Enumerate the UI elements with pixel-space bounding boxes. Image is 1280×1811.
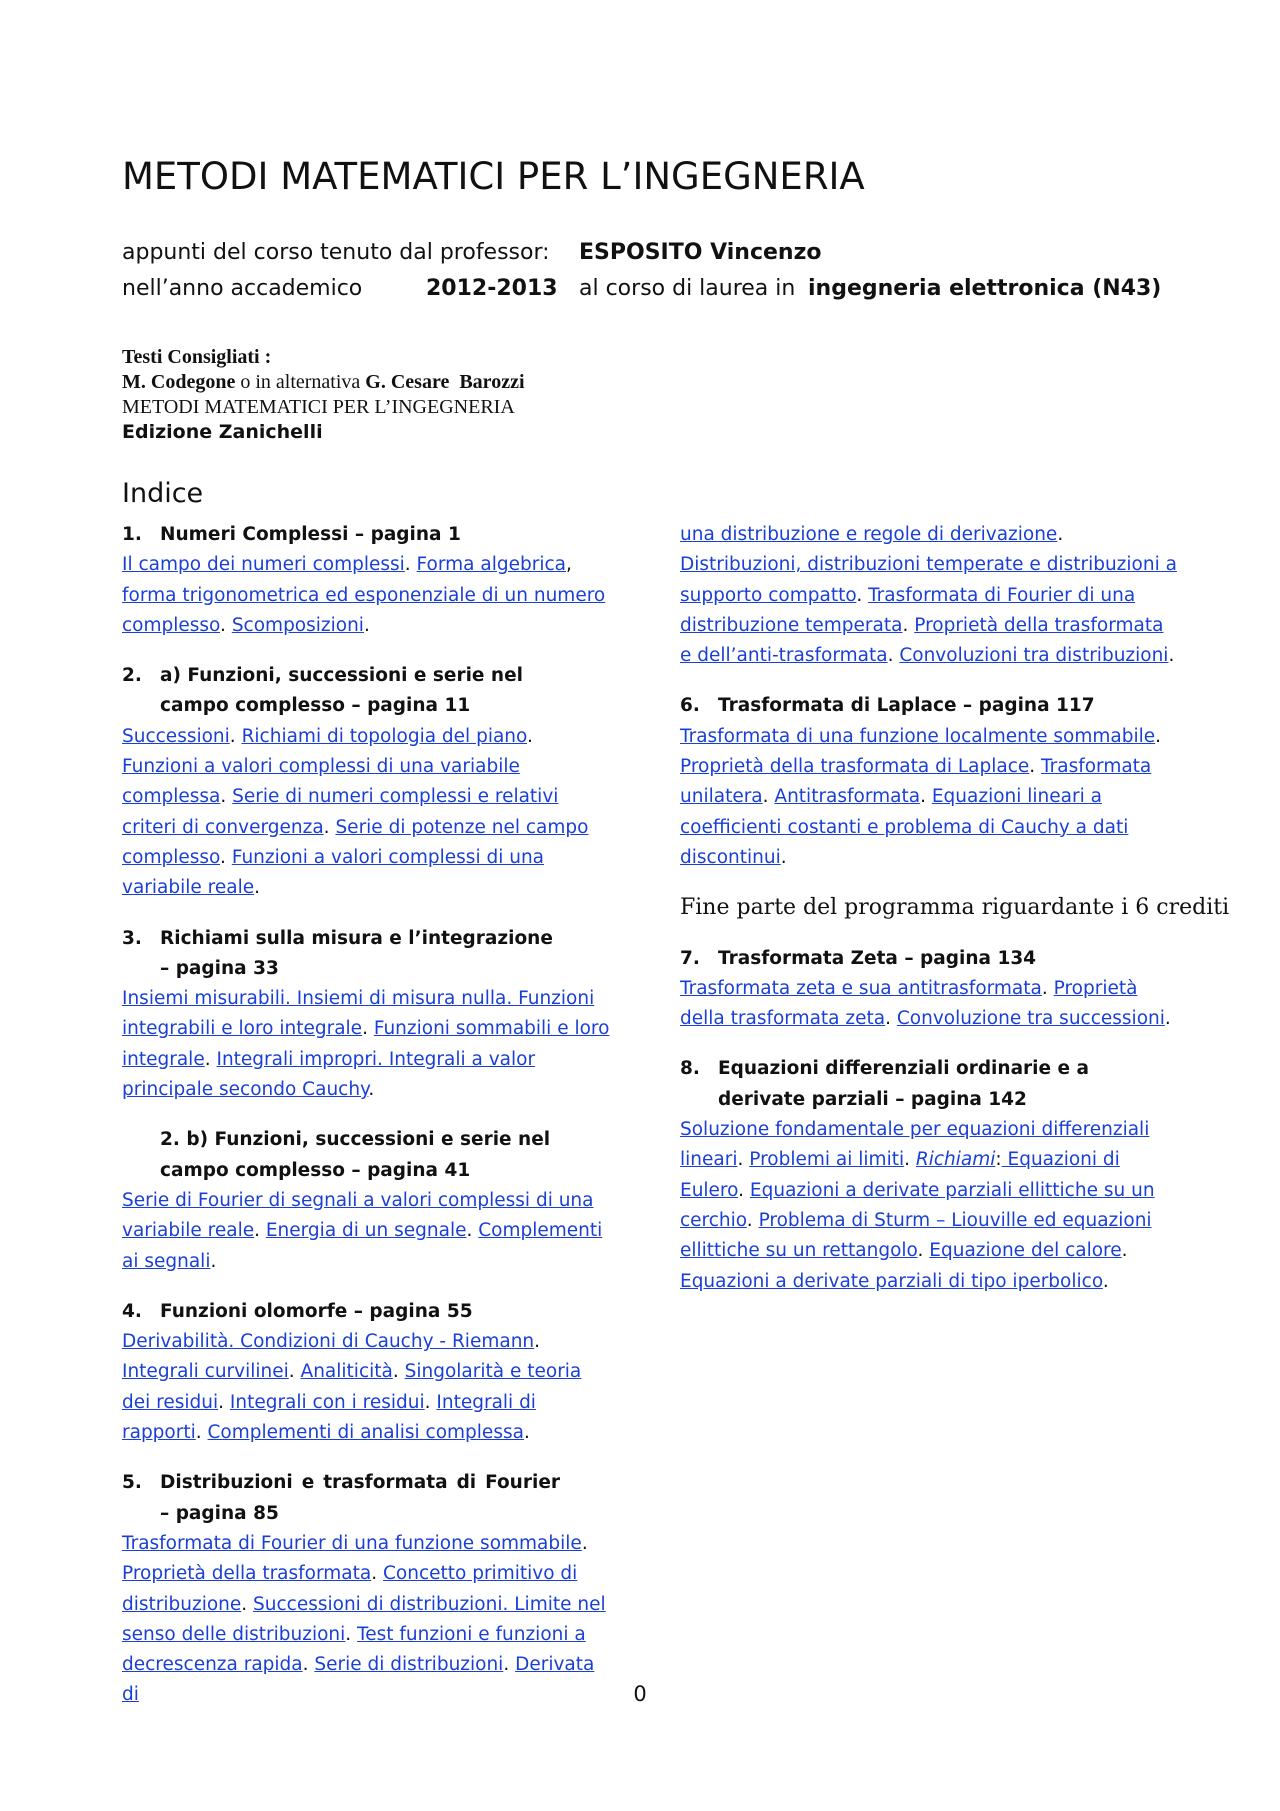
section-5-continuation — [680, 520, 1180, 671]
section-heading — [122, 661, 612, 722]
index-link[interactable]: Distribuzioni, distribuzioni temperate e distribuzioni a supporto compatto — [680, 554, 1177, 606]
section-number: 4. — [122, 1300, 142, 1322]
link-separator: . — [362, 1018, 374, 1040]
section-topics — [122, 722, 612, 904]
authors-line — [122, 370, 525, 395]
author-codegone: M. Codegone — [122, 371, 236, 393]
link-separator: . — [523, 1422, 530, 1444]
index-link[interactable]: forma trigonometrica ed esponenziale di un numero complesso — [122, 584, 606, 636]
index-link[interactable]: Trasformata di una funzione localmente sommabile — [680, 725, 1156, 747]
link-separator: . — [1155, 725, 1167, 747]
index-link[interactable]: Trasformata zeta e sua antitrasformata — [680, 977, 1042, 999]
right-sections-a — [680, 691, 1180, 873]
index-link[interactable]: Integrali impropri. Integrali a valor principale secondo Cauchy — [122, 1048, 536, 1101]
link-separator: . — [220, 614, 232, 636]
index-section — [122, 661, 612, 903]
link-separator: . — [762, 786, 775, 808]
index-link[interactable]: Serie di distribuzioni — [314, 1654, 504, 1676]
academic-year: 2012-2013 — [426, 276, 558, 301]
document-title: METODI MATEMATICI PER L’INGEGNERIA — [122, 155, 865, 198]
section-topics — [680, 722, 1180, 873]
link-separator: . — [581, 1532, 594, 1554]
section-heading — [122, 924, 612, 985]
index-link[interactable]: Integrali con i residui — [229, 1391, 425, 1413]
index-link[interactable]: Successioni di distribuzioni. Limite nel senso delle distribuzioni — [122, 1593, 606, 1645]
link-separator: . — [885, 1008, 897, 1030]
index-link[interactable]: Derivata di — [122, 1654, 595, 1706]
index-link[interactable]: Serie di Fourier di segnali a valori complessi di una variabile reale — [122, 1189, 594, 1242]
index-link[interactable]: Concetto primitivo di distribuzione — [122, 1563, 578, 1615]
course-name: ingegneria elettronica (N43) — [808, 276, 1162, 301]
alternative-text: o in alternativa — [235, 371, 366, 393]
link-separator: . — [1057, 524, 1070, 545]
index-link[interactable]: Convoluzione tra successioni — [896, 1008, 1165, 1030]
index-link[interactable]: Richiami di topologia del piano — [241, 725, 528, 747]
index-link[interactable]: Scomposizioni — [231, 614, 364, 636]
link-separator: . — [424, 1391, 437, 1413]
link-separator: . — [229, 725, 242, 747]
index-section — [680, 944, 1180, 1035]
index-section — [680, 691, 1180, 873]
section-topics — [680, 1115, 1180, 1297]
index-link[interactable]: Trasformata unilatera — [680, 756, 1152, 808]
link-separator: . — [254, 1220, 266, 1242]
credits-note: Fine parte del programma riguardante i 6 crediti — [680, 895, 1230, 921]
professor-name: ESPOSITO Vincenzo — [579, 240, 822, 265]
index-link[interactable]: Equazioni a derivate parziali di tipo iperbolico — [680, 1270, 1103, 1292]
recommended-texts-heading: Testi Consigliati : — [122, 346, 272, 368]
link-separator: . — [195, 1422, 208, 1444]
link-separator: . — [737, 1149, 750, 1171]
index-link[interactable]: Integrali di rapporti — [122, 1391, 536, 1444]
link-separator: . — [404, 554, 417, 576]
link-separator: . — [302, 1654, 315, 1676]
section-heading — [122, 1297, 612, 1327]
link-separator: . — [466, 1220, 479, 1242]
index-link[interactable]: Proprietà della trasformata zeta — [680, 977, 1138, 1030]
index-link[interactable]: Complementi di analisi complessa — [207, 1422, 524, 1444]
index-section — [122, 924, 612, 1106]
course-label: al corso di laurea in — [579, 276, 796, 301]
link-separator: , — [565, 554, 578, 576]
section-topics — [122, 550, 612, 641]
link-separator: . — [780, 846, 787, 868]
section-heading — [680, 944, 1180, 974]
link-separator: . — [738, 1179, 750, 1201]
section-title: Equazioni differenziali ordinarie e a derivate parziali – pagina 142 — [718, 1058, 1089, 1110]
index-link[interactable]: Convoluzioni tra distribuzioni — [899, 645, 1169, 667]
index-link[interactable]: Equazioni lineari a coefficienti costanti e problema di Cauchy a dati discontinui — [680, 786, 1129, 868]
link-separator: . — [527, 725, 539, 747]
index-link[interactable]: Insiemi misurabili. Insiemi di misura nulla. Funzioni integrabili e loro integrale — [122, 988, 595, 1040]
index-link[interactable]: Serie di numeri complessi e relativi criteri di convergenza — [122, 786, 559, 838]
link-separator: . — [204, 1048, 217, 1070]
link-separator: . — [902, 614, 915, 636]
link-separator: . — [917, 1240, 930, 1262]
link-separator: . — [1041, 977, 1054, 999]
link-separator: . — [220, 846, 232, 868]
section-title: 2. b) Funzioni, successioni e serie nel campo complesso – pagina 41 — [160, 1129, 551, 1181]
link-separator: . — [1102, 1270, 1109, 1292]
link-separator: . — [1168, 645, 1175, 667]
index-link[interactable]: Problemi ai limiti — [749, 1149, 905, 1171]
index-link[interactable]: Funzioni a valori complessi di una variabile complessa — [122, 756, 520, 808]
link-separator: . — [368, 1079, 375, 1101]
section-number: 2. — [122, 665, 142, 687]
index-link[interactable]: Singolarità e teoria dei residui — [122, 1361, 582, 1413]
index-right-column — [680, 520, 1230, 1317]
link-separator: . — [920, 786, 932, 808]
section-number: 6. — [680, 695, 700, 717]
index-link[interactable]: Il campo dei numeri complessi — [122, 554, 405, 576]
section-number: 1. — [122, 524, 142, 545]
index-link[interactable]: Antitrasformata — [774, 786, 921, 808]
index-link[interactable]: Funzioni a valori complessi di una variabile reale — [122, 846, 545, 899]
link-separator: . — [210, 1250, 217, 1272]
section-title: Trasformata Zeta – pagina 134 — [718, 947, 1037, 969]
index-link[interactable]: Equazioni di Eulero — [680, 1149, 1120, 1201]
link-separator: . — [392, 1361, 405, 1383]
section-topics — [122, 1327, 612, 1448]
section-number: 3. — [122, 927, 142, 949]
section-heading — [122, 1468, 612, 1529]
link-separator: . — [220, 786, 233, 808]
author-barozzi: G. Cesare Barozzi — [365, 371, 525, 393]
link-separator: . — [254, 877, 260, 899]
index-section — [122, 1125, 612, 1276]
link-separator: . — [371, 1563, 383, 1585]
index-link[interactable]: Analiticità — [300, 1361, 393, 1383]
section-title: Richiami sulla misura e l’integrazione – pagina 33 — [160, 927, 553, 979]
link-separator: . — [1029, 756, 1042, 778]
index-section — [122, 1297, 612, 1448]
link-separator: . — [534, 1331, 546, 1353]
link-separator: . — [345, 1623, 358, 1645]
link-separator: . — [363, 614, 370, 636]
section-number: 5. — [122, 1472, 142, 1494]
index-link[interactable]: Trasformata di Fourier di una distribuzione temperata — [680, 584, 1136, 636]
index-link[interactable]: Proprietà della trasformata e dell’anti-trasformata — [680, 614, 1164, 667]
professor-label: appunti del corso tenuto dal professor: — [122, 240, 550, 265]
link-separator: . — [856, 584, 869, 606]
index-link[interactable]: Derivabilità. Condizioni di Cauchy - Riemann — [122, 1331, 535, 1353]
index-link[interactable]: Soluzione fondamentale per equazioni differenziali lineari — [680, 1119, 1150, 1171]
index-section — [122, 520, 612, 641]
link-separator: . — [1121, 1240, 1134, 1262]
section-topics — [680, 974, 1180, 1035]
link-separator: : — [995, 1149, 1002, 1171]
link-separator: . — [288, 1361, 301, 1383]
section-title: Distribuzioni e trasformata di Fourier – pagina 85 — [160, 1472, 560, 1524]
link-separator: . — [218, 1391, 230, 1413]
index-link[interactable]: Equazione del calore — [929, 1240, 1122, 1262]
section-heading — [680, 691, 1180, 721]
index-link[interactable]: Proprietà della trasformata — [122, 1563, 372, 1585]
index-left-column — [122, 520, 612, 1731]
link-separator: . — [323, 816, 336, 838]
index-link[interactable]: Proprietà della trasformata di Laplace — [680, 756, 1030, 778]
section-topics — [122, 984, 612, 1105]
section-title: a) Funzioni, successioni e serie nel campo complesso – pagina 11 — [160, 665, 523, 717]
index-heading: Indice — [122, 478, 204, 509]
section-heading — [680, 1054, 1180, 1115]
recommended-texts — [122, 345, 525, 445]
link-separator: . — [241, 1593, 254, 1615]
index-link[interactable]: Test funzioni e funzioni a decrescenza rapida — [122, 1623, 586, 1676]
index-link[interactable]: Forma algebrica — [416, 554, 566, 576]
book-title: METODI MATEMATICI PER L’INGEGNERIA — [122, 396, 515, 418]
section-title: Numeri Complessi – pagina 1 — [160, 524, 461, 545]
link-separator: . — [887, 645, 900, 667]
section-title: Trasformata di Laplace – pagina 117 — [718, 695, 1095, 717]
index-section — [122, 1468, 612, 1710]
section-number: 8. — [680, 1058, 700, 1080]
index-section — [680, 1054, 1180, 1296]
publisher: Edizione Zanichelli — [122, 421, 323, 443]
section-heading — [122, 1125, 612, 1186]
link-separator: . — [1164, 1008, 1171, 1030]
link-separator: . — [503, 1654, 516, 1676]
index-link[interactable]: Funzioni sommabili e loro integrale — [122, 1018, 610, 1070]
index-link[interactable]: Trasformata di Fourier di una funzione sommabile — [122, 1532, 582, 1554]
page-number: 0 — [633, 1682, 647, 1706]
index-link[interactable]: Equazioni a derivate parziali ellittiche su un cerchio — [680, 1179, 1155, 1231]
right-sections-b — [680, 944, 1180, 1297]
link-separator: . — [904, 1149, 916, 1171]
year-label: nell’anno accademico — [122, 276, 363, 301]
index-link[interactable]: Serie di potenze nel campo complesso — [122, 816, 589, 868]
section-title: Funzioni olomorfe – pagina 55 — [160, 1300, 473, 1322]
index-link[interactable]: una distribuzione e regole di derivazione — [680, 524, 1058, 545]
index-link[interactable]: Successioni — [122, 725, 230, 747]
link-separator: . — [746, 1209, 759, 1231]
index-link[interactable]: Integrali curvilinei — [122, 1361, 289, 1383]
index-link[interactable]: Energia di un segnale — [265, 1220, 467, 1242]
index-link[interactable]: Complementi ai segnali — [122, 1220, 603, 1272]
section-heading — [122, 520, 612, 550]
index-link[interactable]: Problema di Sturm – Liouville ed equazioni ellittiche su un rettangolo — [680, 1209, 1152, 1262]
section-topics — [122, 1186, 612, 1277]
section-number: 7. — [680, 947, 700, 969]
index-link[interactable]: Richiami — [915, 1149, 996, 1171]
